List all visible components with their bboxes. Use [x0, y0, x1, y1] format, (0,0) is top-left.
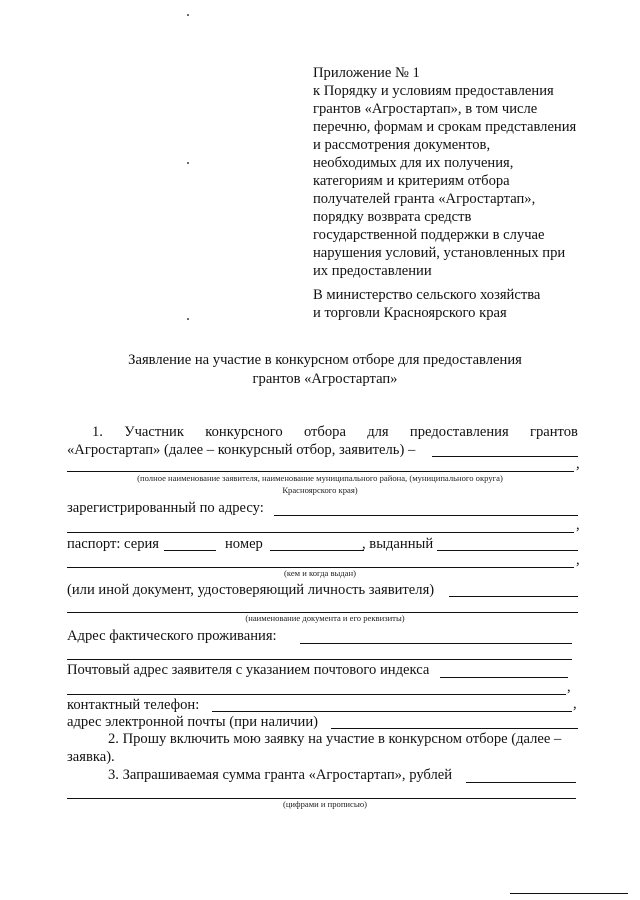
paragraph-1-word: Участник [124, 424, 184, 440]
passport-series-field[interactable] [164, 550, 216, 551]
paragraph-1-continuation: «Агростартап» (далее – конкурсный отбор, заявитель) – [67, 442, 416, 458]
passport-issued-field[interactable] [437, 550, 578, 551]
scan-speck [187, 14, 189, 16]
addressee-line: В министерство сельского хозяйства [313, 287, 541, 303]
phone-label: контактный телефон: [67, 697, 200, 713]
other-document-field[interactable] [449, 596, 578, 597]
other-document-label: (или иной документ, удостоверяющий личность заявителя) [67, 582, 435, 598]
appendix-text-line: необходимых для их получения, [313, 155, 514, 171]
actual-address-label: Адрес фактического проживания: [67, 628, 277, 644]
registered-address-field[interactable] [67, 532, 574, 533]
paragraph-1-word: отбора [303, 424, 346, 440]
comma: , [576, 456, 580, 472]
passport-number-label: номер [225, 536, 263, 552]
comma: , [576, 517, 580, 533]
actual-address-field[interactable] [300, 643, 572, 644]
scan-speck [187, 318, 189, 320]
paragraph-1-word: грантов [529, 424, 578, 440]
phone-field[interactable] [212, 711, 572, 712]
field-caption: (кем и когда выдан) [284, 568, 356, 578]
paragraph-2: 2. Прошу включить мою заявку на участие в конкурсном отборе (далее – [108, 731, 562, 747]
grant-sum-field[interactable] [466, 782, 576, 783]
actual-address-field[interactable] [67, 659, 572, 660]
email-field[interactable] [331, 728, 578, 729]
appendix-text-line: порядку возврата средств [313, 209, 472, 225]
passport-issued-label: , выданный [362, 536, 434, 552]
comma: , [576, 552, 580, 568]
field-caption: Красноярского края) [282, 485, 358, 495]
addressee-line: и торговли Красноярского края [313, 305, 507, 321]
paragraph-1-line [92, 424, 578, 441]
postal-address-label: Почтовый адрес заявителя с указанием почтового индекса [67, 662, 430, 678]
field-caption: (полное наименование заявителя, наименование муниципального района, (муниципального округа) [137, 473, 503, 483]
registered-address-field[interactable] [274, 515, 578, 516]
scan-speck [187, 162, 189, 164]
field-caption: (цифрами и прописью) [282, 799, 368, 809]
applicant-name-field[interactable] [67, 471, 574, 472]
appendix-text-line: грантов «Агростартап», в том числе [313, 101, 538, 117]
paragraph-1-word: предоставления [409, 424, 509, 440]
applicant-name-field[interactable] [432, 456, 578, 457]
appendix-text-line: их предоставлении [313, 263, 432, 279]
appendix-text-line: государственной поддержки в случае [313, 227, 545, 243]
appendix-text-line: к Порядку и условиям предоставления [313, 83, 554, 99]
paragraph-2: заявка). [67, 749, 115, 765]
field-caption: (наименование документа и его реквизиты) [245, 613, 405, 623]
appendix-number: Приложение № 1 [313, 65, 420, 81]
footnote-separator [510, 893, 628, 894]
passport-series-label: паспорт: серия [67, 536, 160, 552]
registered-address-label: зарегистрированный по адресу: [67, 500, 264, 516]
passport-number-field[interactable] [270, 550, 364, 551]
appendix-text-line: и рассмотрения документов, [313, 137, 491, 153]
paragraph-1-word: конкурсного [205, 424, 283, 440]
appendix-text-line: перечню, формам и срокам представления [313, 119, 577, 135]
appendix-text-line: получателей гранта «Агростартап», [313, 191, 536, 207]
document-title: грантов «Агростартап» [252, 371, 398, 387]
comma: , [573, 696, 577, 712]
paragraph-1-word: для [367, 424, 389, 440]
appendix-text-line: нарушения условий, установленных при [313, 245, 566, 261]
document-title: Заявление на участие в конкурсном отборе для предоставления [128, 352, 522, 368]
paragraph-1-word: 1. [92, 424, 103, 440]
appendix-text-line: категориям и критериям отбора [313, 173, 510, 189]
postal-address-field[interactable] [440, 677, 568, 678]
comma: , [567, 679, 571, 695]
email-label: адрес электронной почты (при наличии) [67, 714, 319, 730]
postal-address-field[interactable] [67, 694, 566, 695]
paragraph-3: 3. Запрашиваемая сумма гранта «Агростартап», рублей [108, 767, 453, 783]
